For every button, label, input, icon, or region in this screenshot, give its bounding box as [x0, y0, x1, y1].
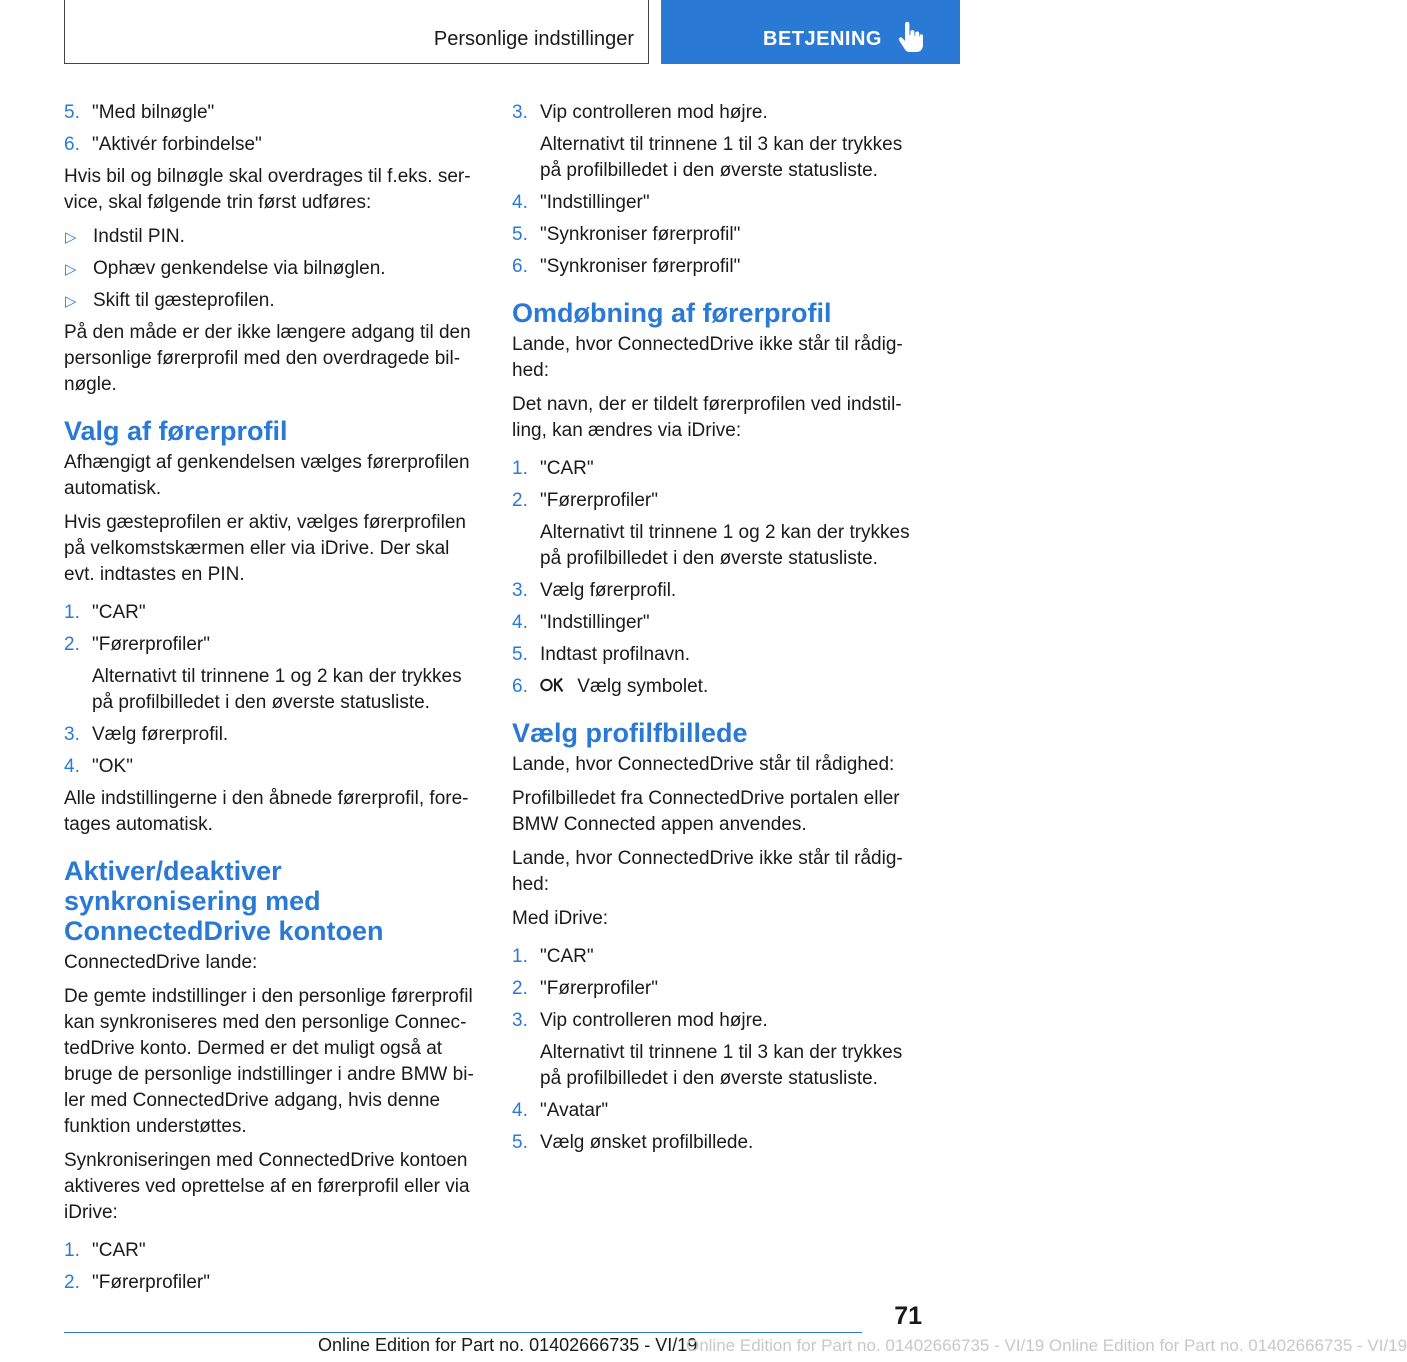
paragraph-sync-activated: Synkroniseringen med ConnectedDrive kontoen aktiveres ved oprettelse af en førerprofil eller via iDrive:	[64, 1150, 470, 1223]
step-text: "OK"	[92, 756, 133, 777]
list-item	[64, 632, 482, 716]
footer-edition: Online Edition for Part no. 01402666735 - VI/19	[318, 1335, 698, 1355]
watermark-text: Online Edition for Part no. 01402666735 - VI/19 Online Edition for Part no. 01402666735 - VI/19	[686, 1336, 1407, 1355]
header-chapter	[661, 0, 960, 64]
step-number: 3.	[512, 580, 528, 601]
heading-rename: Omdøbning af førerprofil	[512, 298, 832, 328]
step-number: 5.	[512, 1132, 528, 1153]
step-text: Vælg førerprofil.	[540, 580, 677, 601]
step-number: 3.	[512, 102, 528, 123]
step-text: "Førerprofiler"	[540, 490, 658, 511]
step-number: 3.	[64, 724, 80, 745]
step-number: 4.	[512, 1100, 528, 1121]
step-number: 5.	[512, 644, 528, 665]
list-item	[512, 976, 922, 1002]
bullet-triangle-icon: ▷	[65, 293, 77, 310]
bullet-text: Skift til gæsteprofilen.	[93, 290, 275, 311]
step-number: 4.	[64, 756, 80, 777]
list-item	[64, 132, 482, 158]
paragraph-with-idrive: Med iDrive:	[512, 908, 609, 929]
step-number: 1.	[512, 946, 528, 967]
paragraph-auto: Afhængigt af genkendelsen vælges førerprofilen automatisk.	[64, 452, 470, 499]
step-text: Vip controlleren mod højre.	[540, 1010, 768, 1031]
heading-select-profile: Valg af førerprofil	[64, 416, 288, 446]
paragraph-cd-countries: ConnectedDrive lande:	[64, 952, 258, 973]
step-number: 5.	[512, 224, 528, 245]
list-item	[512, 100, 922, 184]
paragraph-cd-available: Lande, hvor ConnectedDrive står til rådighed:	[512, 754, 895, 775]
list-item	[512, 610, 922, 636]
step-text: Indtast profilnavn.	[540, 644, 690, 665]
paragraph-no-access: På den måde er der ikke længere adgang til den personlige førerprofil med den overdragede bilnøgle.	[64, 322, 471, 395]
bullet-triangle-icon: ▷	[65, 229, 77, 246]
step-text: "Indstillinger"	[540, 612, 650, 633]
step-number: 2.	[64, 1272, 80, 1293]
heading-profile-picture: Vælg profilfbillede	[512, 718, 748, 748]
ok-symbol-icon	[540, 676, 566, 694]
list-item	[512, 1130, 922, 1156]
step-number: 6.	[512, 256, 528, 277]
step-number: 4.	[512, 192, 528, 213]
bullet-text: Ophæv genkendelse via bilnøglen.	[93, 258, 386, 279]
list-item	[512, 944, 922, 970]
step-number: 6.	[512, 676, 528, 697]
step-number: 5.	[64, 102, 80, 123]
paragraph-transfer: Hvis bil og bilnøgle skal overdrages til f.eks. service, skal følgende trin først udføres:	[64, 166, 471, 213]
step-text: "CAR"	[540, 946, 594, 967]
list-item	[64, 288, 482, 314]
list-item	[512, 254, 922, 280]
step-number: 6.	[64, 134, 80, 155]
list-item	[512, 642, 922, 668]
hand-pointer-icon	[897, 22, 923, 54]
list-item	[64, 600, 482, 626]
right-column	[512, 100, 922, 1162]
list-item	[64, 1270, 482, 1296]
step-text: "Synkroniser førerprofil"	[540, 256, 741, 277]
list-item	[64, 224, 482, 250]
paragraph-guest: Hvis gæsteprofilen er aktiv, vælges førerprofilen på velkomstskærmen eller via iDrive. Der skal evt. indtastes en PIN.	[64, 512, 466, 585]
step-number: 2.	[64, 634, 80, 655]
paragraph-no-cd-2: Lande, hvor ConnectedDrive ikke står til rådighed:	[512, 848, 903, 895]
step-text: "Med bilnøgle"	[92, 102, 215, 123]
list-item	[512, 674, 922, 700]
heading-sync: Aktiver/deaktiver synkronisering med ConnectedDrive kontoen	[64, 856, 384, 946]
step-text: Vip controlleren mod højre.	[540, 102, 768, 123]
step-text: "CAR"	[92, 602, 146, 623]
paragraph-portal: Profilbilledet fra ConnectedDrive portalen eller BMW Connected appen anvendes.	[512, 788, 900, 835]
list-item	[512, 578, 922, 604]
list-item	[64, 256, 482, 282]
step-text: "Aktivér forbindelse"	[92, 134, 262, 155]
list-item	[512, 456, 922, 482]
step-number: 2.	[512, 490, 528, 511]
step-number: 1.	[64, 1240, 80, 1261]
list-item	[512, 222, 922, 248]
bullet-triangle-icon: ▷	[65, 261, 77, 278]
step-text: "Synkroniser førerprofil"	[540, 224, 741, 245]
footer-divider	[64, 1332, 862, 1333]
step-number: 1.	[512, 458, 528, 479]
list-item	[512, 1008, 922, 1092]
step-text: "CAR"	[92, 1240, 146, 1261]
left-column	[64, 100, 482, 1302]
list-item	[64, 1238, 482, 1264]
chapter-title: BETJENING	[763, 28, 882, 50]
paragraph-no-cd: Lande, hvor ConnectedDrive ikke står til rådighed:	[512, 334, 903, 381]
list-item	[64, 722, 482, 748]
section-title: Personlige indstillinger	[433, 28, 634, 50]
bullet-text: Indstil PIN.	[93, 226, 185, 247]
step-text: "Førerprofiler"	[92, 1272, 210, 1293]
step-number: 2.	[512, 978, 528, 999]
paragraph-saved-settings: De gemte indstillinger i den personlige førerprofil kan synkroniseres med den personlige ConnectedDrive konto. Dermed er det muligt også at bruge de personlige indstillinger i andre BMW biler med ConnectedDrive adgang, hvis denne funktion understøttes.	[64, 986, 474, 1137]
header-section	[64, 0, 649, 64]
step-subtext: Alternativt til trinnene 1 til 3 kan der trykkes på profilbilledet i den øverste statusliste.	[540, 1042, 903, 1089]
step-text: Vælg symbolet.	[577, 676, 709, 697]
step-subtext: Alternativt til trinnene 1 og 2 kan der trykkes på profilbilledet i den øverste statusliste.	[540, 522, 910, 569]
step-number: 4.	[512, 612, 528, 633]
list-item	[64, 100, 482, 126]
step-text: "Avatar"	[540, 1100, 609, 1121]
step-subtext: Alternativt til trinnene 1 og 2 kan der trykkes på profilbilledet i den øverste statusliste.	[92, 666, 462, 713]
step-number: 1.	[64, 602, 80, 623]
step-text: "Indstillinger"	[540, 192, 650, 213]
paragraph-name: Det navn, der er tildelt førerprofilen ved indstilling, kan ændres via iDrive:	[512, 394, 902, 441]
list-item	[512, 1098, 922, 1124]
step-number: 3.	[512, 1010, 528, 1031]
paragraph-all-settings: Alle indstillingerne i den åbnede førerprofil, foretages automatisk.	[64, 788, 469, 835]
step-text: "Førerprofiler"	[540, 978, 658, 999]
step-text: Vælg ønsket profilbillede.	[540, 1132, 754, 1153]
list-item	[512, 488, 922, 572]
list-item	[64, 754, 482, 780]
step-text: Vælg førerprofil.	[92, 724, 229, 745]
list-item	[512, 190, 922, 216]
step-text: "CAR"	[540, 458, 594, 479]
step-subtext: Alternativt til trinnene 1 til 3 kan der trykkes på profilbilledet i den øverste statusliste.	[540, 134, 903, 181]
step-text: "Førerprofiler"	[92, 634, 210, 655]
page-number: 71	[894, 1302, 922, 1330]
